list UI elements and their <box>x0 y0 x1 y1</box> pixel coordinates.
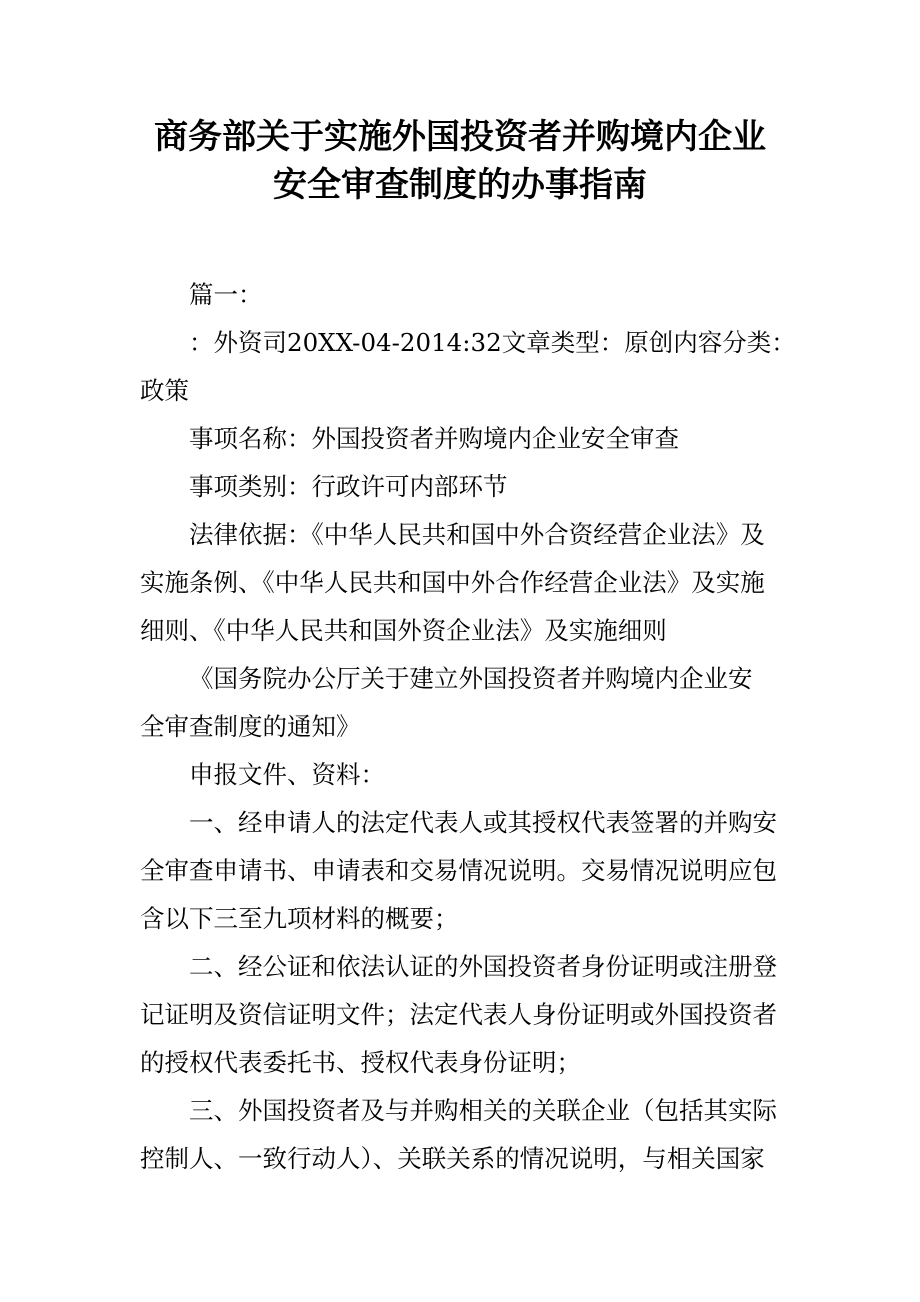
document-body <box>140 271 796 1183</box>
text-line: 二、经公证和依法认证的外国投资者身份证明或注册登 <box>189 952 777 981</box>
paragraph <box>140 655 790 751</box>
text-line: 全审查制度的通知》 <box>140 712 361 741</box>
text-line: 含以下三至九项材料的概要； <box>140 904 459 933</box>
paragraph <box>140 463 790 511</box>
text-line: 全审查申请书、申请表和交易情况说明。交易情况说明应包 <box>140 856 777 885</box>
paragraph <box>140 415 790 463</box>
text-line: 三、外国投资者及与并购相关的关联企业（包括其实际 <box>189 1096 777 1125</box>
paragraph <box>140 751 790 799</box>
text-line: 的授权代表委托书、授权代表身份证明； <box>140 1048 581 1077</box>
document-title-line-2: 安全审查制度的办事指南 <box>273 165 647 205</box>
text-line: 一、经申请人的法定代表人或其授权代表签署的并购安 <box>189 808 777 837</box>
text-line: 事项名称：外国投资者并购境内企业安全审查 <box>189 424 679 453</box>
text-line: 记证明及资信证明文件；法定代表人身份证明或外国投资者 <box>140 1000 777 1029</box>
paragraph <box>140 943 790 1087</box>
paragraph <box>140 319 796 415</box>
text-line: 《国务院办公厅关于建立外国投资者并购境内企业安 <box>189 664 753 693</box>
text-line: 篇一： <box>189 280 263 309</box>
paragraph <box>140 1087 790 1183</box>
text-line: 控制人、一致行动人）、关联关系的情况说明，与相关国家 <box>140 1144 765 1173</box>
text-line: 实施条例、《中华人民共和国中外合作经营企业法》及实施 <box>140 568 765 597</box>
paragraph <box>140 511 790 655</box>
text-line: ：外资司20XX-04-2014:32文章类型：原创内容分类： <box>189 328 796 357</box>
text-line: 法律依据：《中华人民共和国中外合资经营企业法》及 <box>189 520 765 549</box>
paragraph <box>140 799 790 943</box>
text-line: 政策 <box>140 376 189 405</box>
document-title-line-1: 商务部关于实施外国投资者并购境内企业 <box>154 117 766 157</box>
paragraph <box>140 271 790 319</box>
text-line: 细则、《中华人民共和国外资企业法》及实施细则 <box>140 616 667 645</box>
text-line: 申报文件、资料： <box>189 760 385 789</box>
text-line: 事项类别：行政许可内部环节 <box>189 472 508 501</box>
